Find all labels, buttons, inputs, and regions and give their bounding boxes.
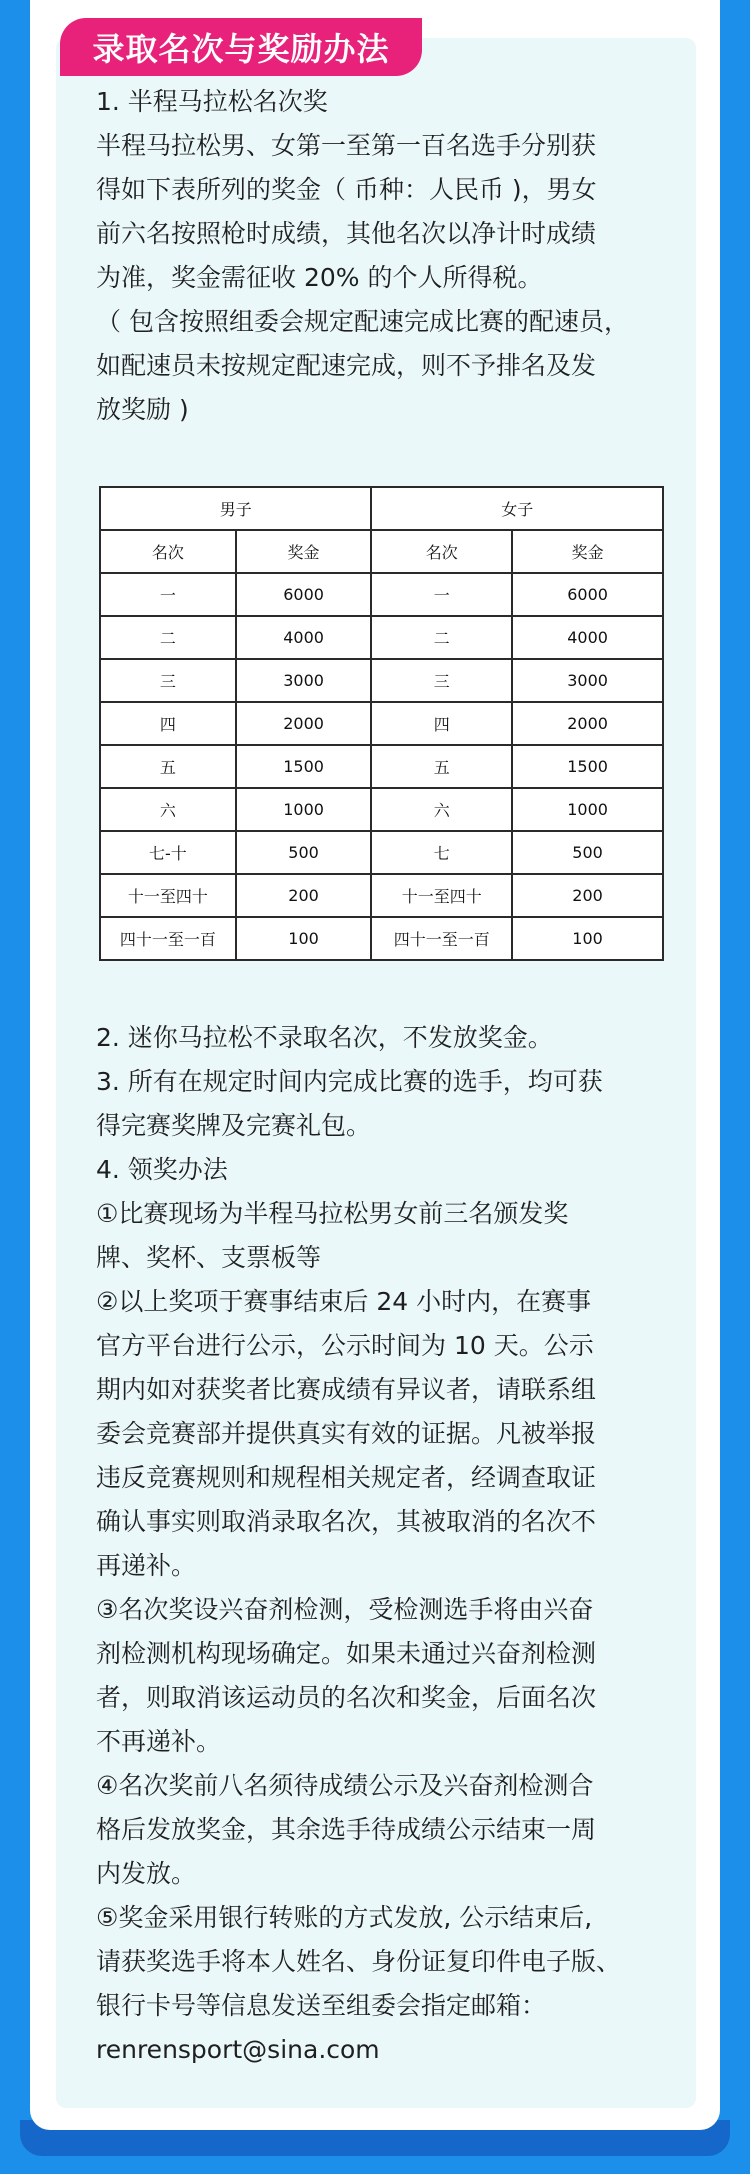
table-cell: 1000 [236,788,372,831]
table-cell: 100 [512,917,663,960]
rules-line: 官方平台进行公示，公示时间为 10 天。公示 [96,1331,594,1360]
table-row [100,788,663,831]
rules-line: 委会竞赛部并提供真实有效的证据。凡被举报 [96,1419,597,1448]
column-header: 奖金 [512,530,663,573]
table-row [100,702,663,745]
table-cell: 七-十 [100,831,236,874]
table-cell: 200 [236,874,372,917]
table-cell: 一 [371,573,512,616]
table-cell: 6000 [236,573,372,616]
table-cell: 1500 [236,745,372,788]
note-line: （ 包含按照组委会规定配速完成比赛的配速员， [96,307,629,336]
table-cell: 二 [371,616,512,659]
rules-line: 违反竞赛规则和规程相关规定者，经调查取证 [96,1463,597,1492]
rules-line: 期内如对获奖者比赛成绩有异议者，请联系组 [96,1375,597,1404]
rules-line: 牌、奖杯、支票板等 [96,1243,322,1272]
rules-line: ①比赛现场为半程马拉松男女前三名颁发奖 [96,1199,569,1228]
table-cell: 四十一至一百 [100,917,236,960]
rules-line: ④名次奖前八名须待成绩公示及兴奋剂检测合 [96,1771,594,1800]
column-header: 名次 [371,530,512,573]
intro-section [96,80,672,432]
rules-line: 3. 所有在规定时间内完成比赛的选手，均可获 [96,1067,603,1096]
table-row [100,745,663,788]
rules-line: 请获奖选手将本人姓名、身份证复印件电子版、 [96,1947,622,1976]
table-column-header-row [100,530,663,573]
group-header-men: 男子 [100,487,371,530]
table-row [100,573,663,616]
table-row [100,917,663,960]
table-cell: 500 [512,831,663,874]
section-title-tag: 录取名次与奖励办法 [60,18,422,76]
prize-table [99,486,664,961]
note-line: 如配速员未按规定配速完成，则不予排名及发 [96,351,597,380]
table-cell: 五 [371,745,512,788]
table-cell: 十一至四十 [371,874,512,917]
rules-line: 内发放。 [96,1859,197,1888]
table-cell: 一 [100,573,236,616]
table-cell: 四 [100,702,236,745]
intro-line: 半程马拉松男、女第一至第一百名选手分别获 [96,131,597,160]
note-line: 放奖励 ) [96,395,189,424]
table-cell: 3000 [512,659,663,702]
table-cell: 五 [100,745,236,788]
table-cell: 2000 [512,702,663,745]
table-cell: 4000 [512,616,663,659]
rules-line: 4. 领奖办法 [96,1155,228,1184]
table-cell: 2000 [236,702,372,745]
table-cell: 十一至四十 [100,874,236,917]
table-cell: 200 [512,874,663,917]
rules-line: 银行卡号等信息发送至组委会指定邮箱： [96,1991,547,2020]
rules-line: 不再递补。 [96,1727,222,1756]
table-row [100,616,663,659]
rules-section [96,1016,672,2072]
rules-line: 确认事实则取消录取名次，其被取消的名次不 [96,1507,597,1536]
contact-email: renrensport@sina.com [96,2035,380,2064]
table-cell: 500 [236,831,372,874]
rules-line: 2. 迷你马拉松不录取名次，不发放奖金。 [96,1023,553,1052]
rules-line: 再递补。 [96,1551,197,1580]
table-cell: 3000 [236,659,372,702]
table-cell: 六 [100,788,236,831]
table-row [100,659,663,702]
group-header-women: 女子 [371,487,663,530]
rules-line: ②以上奖项于赛事结束后 24 小时内，在赛事 [96,1287,592,1316]
table-cell: 1500 [512,745,663,788]
table-group-header-row [100,487,663,530]
table-cell: 四十一至一百 [371,917,512,960]
rules-line: 剂检测机构现场确定。如果未通过兴奋剂检测 [96,1639,597,1668]
table-cell: 100 [236,917,372,960]
table-row [100,831,663,874]
intro-line: 为准，奖金需征收 20% 的个人所得税。 [96,263,543,292]
table-cell: 六 [371,788,512,831]
table-cell: 1000 [512,788,663,831]
table-cell: 三 [100,659,236,702]
column-header: 奖金 [236,530,372,573]
column-header: 名次 [100,530,236,573]
table-row [100,874,663,917]
intro-line: 得如下表所列的奖金（ 币种：人民币 )，男女 [96,175,597,204]
table-cell: 4000 [236,616,372,659]
intro-line: 前六名按照枪时成绩，其他名次以净计时成绩 [96,219,597,248]
rules-line: ⑤奖金采用银行转账的方式发放, 公示结束后, [96,1903,593,1932]
table-cell: 三 [371,659,512,702]
rules-line: 者，则取消该运动员的名次和奖金，后面名次 [96,1683,597,1712]
table-cell: 6000 [512,573,663,616]
rules-line: ③名次奖设兴奋剂检测，受检测选手将由兴奋 [96,1595,594,1624]
rules-line: 得完赛奖牌及完赛礼包。 [96,1111,372,1140]
rules-line: 格后发放奖金，其余选手待成绩公示结束一周 [96,1815,597,1844]
table-cell: 七 [371,831,512,874]
table-cell: 四 [371,702,512,745]
table-cell: 二 [100,616,236,659]
intro-heading: 1. 半程马拉松名次奖 [96,87,328,116]
